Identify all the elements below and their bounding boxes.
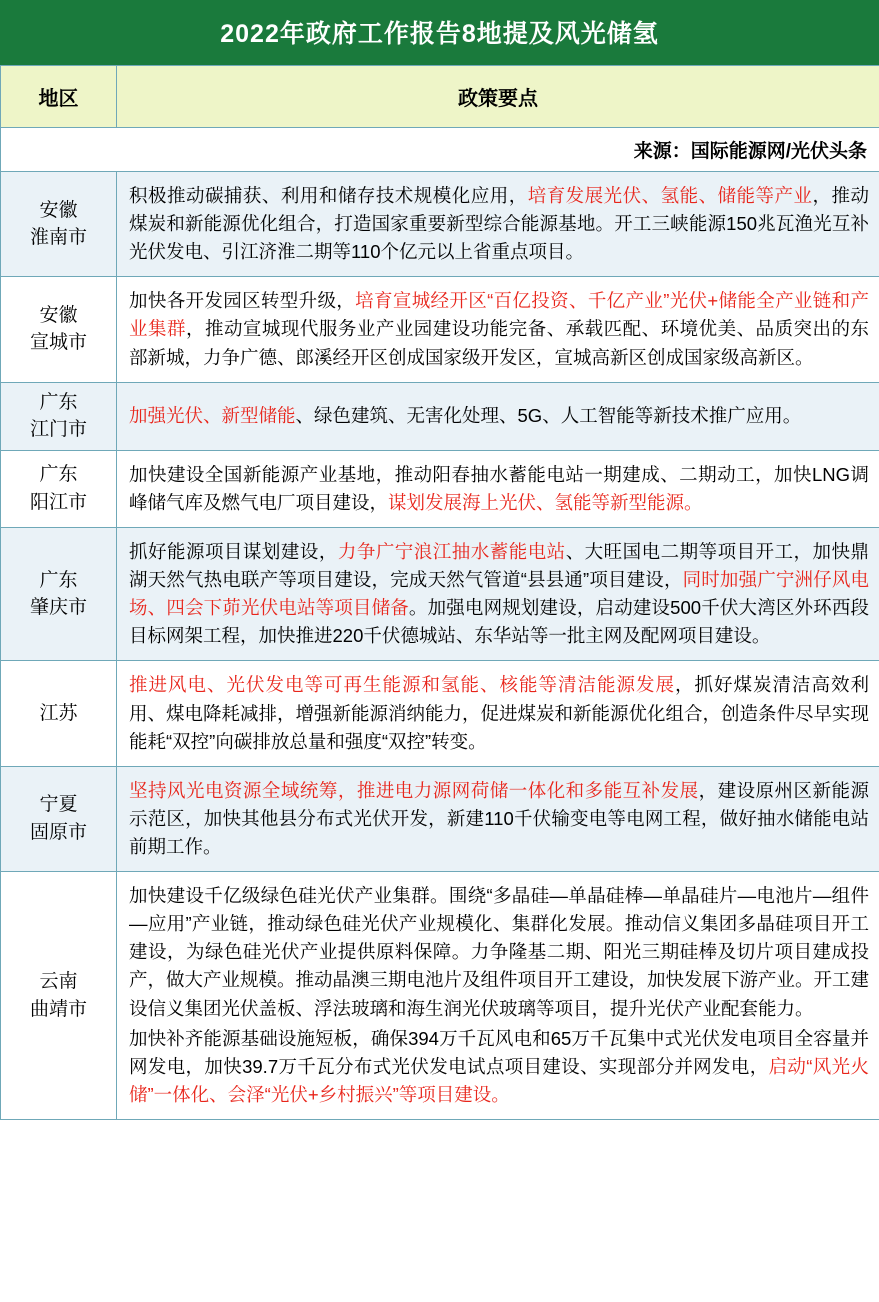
region-cell: 安徽 淮南市 [1, 172, 117, 277]
header-policy-points: 政策要点 [117, 66, 879, 128]
policy-table [0, 65, 879, 1120]
body-text: 加快建设千亿级绿色硅光伏产业集群。围绕“多晶硅—单晶硅棒—单晶硅片—电池片—组件—应用”产业链，推动绿色硅光伏产业规模化、集群化发展。推动信义集团多晶硅项目开工建设，为绿色硅光伏产业提供原料保障。力争隆基二期、阳光三期硅棒及切片项目建成投产，做大产业规模。推动晶澳三期电池片及组件项目开工建设，加快发展下游产业。开工建设信义集团光伏盖板、浮法玻璃和海生润光伏玻璃等项目，提升光伏产业配套能力。 [129, 885, 870, 1019]
policy-paragraph [129, 538, 869, 650]
table-row [1, 527, 879, 660]
region-cell: 广东 阳江市 [1, 450, 117, 527]
policy-points-cell [117, 527, 879, 660]
policy-paragraph [129, 882, 869, 1023]
body-text: 、大旺国电二期等项目开工，加快鼎湖天然气热电联产等项目建设，完成天然气管道“县县通”项目建设， [129, 540, 869, 591]
body-text: 加快补齐能源基础设施短板，确保394万千瓦风电和65万千瓦集中式光伏发电项目全容量并网发电，加快39.7万千瓦分布式光伏发电试点项目建设、实现部分并网发电， [129, 1027, 869, 1077]
body-text: 加快各开发园区转型升级， [129, 290, 356, 312]
region-cell: 广东 肇庆市 [1, 527, 117, 660]
policy-paragraph [129, 287, 869, 371]
highlighted-text: 启动“风光火储”一体化、会泽“光伏+乡村振兴”等项目建设。 [129, 1055, 869, 1105]
policy-points-cell [117, 172, 879, 277]
table-body [1, 66, 879, 1120]
source-row [1, 128, 879, 172]
body-text: ，建设原州区新能源示范区，加快其他县分布式光伏开发，新建110千伏输变电等电网工程，做好抽水储能电站前期工作。 [129, 779, 869, 857]
policy-paragraph [129, 1025, 869, 1109]
table-row [1, 766, 879, 871]
table-row [1, 382, 879, 450]
region-cell: 江苏 [1, 661, 117, 766]
table-row [1, 172, 879, 277]
body-text: 。加强电网规划建设，启动建设500千伏大湾区外环西段目标网架工程，加快推进220千伏德城站、东华站等一批主网及配网项目建设。 [129, 597, 869, 647]
highlighted-text: 谋划发展海上光伏、氢能等新型能源。 [388, 491, 703, 513]
policy-points-cell [117, 766, 879, 871]
table-header-row [1, 66, 879, 128]
region-cell: 广东 江门市 [1, 382, 117, 450]
policy-points-cell [117, 450, 879, 527]
region-cell: 安徽 宣城市 [1, 277, 117, 382]
highlighted-text: 培育发展光伏、氢能、储能等产业 [527, 185, 813, 206]
page-title: 2022年政府工作报告8地提及风光储氢 [0, 0, 879, 65]
body-text: ，推动宣城现代服务业产业园建设功能完备、承载匹配、环境优美、品质突出的东部新城，力争广德、郎溪经开区创成国家级开发区，宣城高新区创成国家级高新区。 [129, 318, 869, 368]
region-cell: 云南 曲靖市 [1, 872, 117, 1120]
highlighted-text: 坚持风光电资源全域统筹，推进电力源网荷储一体化和多能互补发展 [129, 779, 699, 801]
body-text: 加快建设全国新能源产业基地，推动阳春抽水蓄能电站一期建成、二期动工，加快LNG调峰储气库及燃气电厂项目建设， [129, 463, 869, 513]
policy-paragraph [129, 777, 869, 861]
body-text: 、绿色建筑、无害化处理、5G、人工智能等新技术推广应用。 [295, 405, 802, 427]
header-region: 地区 [1, 66, 117, 128]
policy-points-cell [117, 277, 879, 382]
highlighted-text: 同时加强广宁洲仔风电场、四会下茆光伏电站等项目储备 [129, 569, 869, 619]
body-text: ，抓好煤炭清洁高效利用、煤电降耗减排，增强新能源消纳能力，促进煤炭和新能源优化组合，创造条件尽早实现能耗“双控”向碳排放总量和强度“双控”转变。 [129, 674, 870, 752]
policy-paragraph [129, 461, 869, 517]
body-text: 积极推动碳捕获、利用和储存技术规模化应用， [129, 185, 528, 206]
body-text: 抓好能源项目谋划建设， [129, 540, 338, 562]
body-text: ，推动煤炭和新能源优化组合，打造国家重要新型综合能源基地。开工三峡能源150兆瓦渔光互补光伏发电、引江济淮二期等110个亿元以上省重点项目。 [129, 185, 869, 263]
policy-points-cell [117, 661, 879, 766]
policy-points-cell [117, 382, 879, 450]
policy-paragraph [129, 671, 869, 755]
policy-paragraph [129, 182, 869, 266]
policy-points-cell [117, 872, 879, 1120]
highlighted-text: 加强光伏、新型储能 [129, 405, 296, 427]
table-row [1, 872, 879, 1120]
highlighted-text: 力争广宁浪江抽水蓄能电站 [337, 540, 566, 562]
highlighted-text: 推进风电、光伏发电等可再生能源和氢能、核能等清洁能源发展 [129, 674, 675, 696]
table-row [1, 277, 879, 382]
table-row [1, 450, 879, 527]
table-row [1, 661, 879, 766]
highlighted-text: 培育宣城经开区“百亿投资、千亿产业”光伏+储能全产业链和产业集群 [129, 290, 869, 340]
region-cell: 宁夏 固原市 [1, 766, 117, 871]
source-label: 来源：国际能源网/光伏头条 [1, 128, 879, 172]
policy-paragraph [129, 402, 869, 430]
